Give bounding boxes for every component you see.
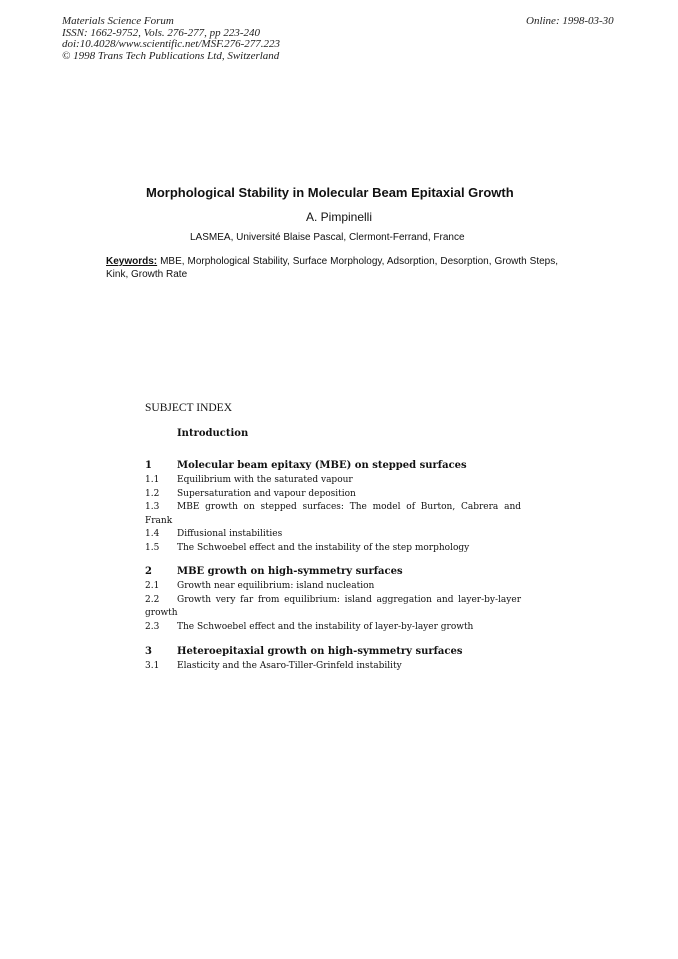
paper-author: A. Pimpinelli <box>305 210 373 224</box>
toc-section-heading <box>145 646 521 660</box>
toc-item <box>145 528 521 542</box>
toc-item <box>145 474 521 488</box>
copyright-line: © 1998 Trans Tech Publications Ltd, Switzerland <box>62 49 280 62</box>
item-title: Equilibrium with the saturated vapour <box>177 475 353 485</box>
item-number: 1.1 <box>145 475 160 485</box>
toc-section-heading <box>145 460 521 474</box>
item-title: MBE growth on stepped surfaces: The model of Burton, Cabrera and Frank <box>145 502 521 526</box>
doi-line[interactable]: doi:10.4028/www.scientific.net/MSF.276-277.223 <box>62 38 281 50</box>
toc-introduction: Introduction <box>177 428 249 439</box>
toc-section-1 <box>145 460 521 555</box>
toc-item <box>145 488 521 502</box>
toc-item <box>145 660 521 674</box>
toc-item <box>145 501 521 528</box>
journal-name: Materials Science Forum <box>62 15 174 27</box>
issn-line: ISSN: 1662-9752, Vols. 276-277, pp 223-240 <box>62 26 260 39</box>
paper-title: Morphological Stability in Molecular Beam Epitaxial Growth <box>146 185 514 200</box>
toc-item <box>145 621 521 635</box>
item-title: Elasticity and the Asaro-Tiller-Grinfeld instability <box>177 661 402 671</box>
online-date: Online: 1998-03-30 <box>526 15 614 27</box>
item-title: Growth very far from equilibrium: island aggregation and layer-by-layer growth <box>145 594 521 618</box>
item-number: 2.1 <box>145 581 160 591</box>
item-title: The Schwoebel effect and the instability of the step morphology <box>177 542 470 553</box>
toc-item <box>145 594 521 621</box>
citation-header <box>62 16 280 62</box>
toc-section-3 <box>145 646 521 674</box>
keywords-label: Keywords: <box>106 256 158 267</box>
subject-index-heading: SUBJECT INDEX <box>145 402 233 414</box>
section-title: Molecular beam epitaxy (MBE) on stepped surfaces <box>177 460 467 471</box>
item-number: 2.3 <box>145 621 160 632</box>
item-title: Diffusional instabilities <box>177 529 283 539</box>
item-number: 3.1 <box>145 661 160 671</box>
item-number: 2.2 <box>145 594 160 605</box>
item-number: 1.2 <box>145 488 160 499</box>
keywords-list: MBE, Morphological Stability, Surface Morphology, Adsorption, Desorption, Growth Steps, Kink, Growth Rate <box>106 256 559 280</box>
item-title: Growth near equilibrium: island nucleation <box>177 581 375 591</box>
section-number: 2 <box>145 566 152 577</box>
toc-section-2 <box>145 566 521 634</box>
toc-item <box>145 580 521 594</box>
toc-item <box>145 542 521 556</box>
item-number: 1.3 <box>145 502 160 512</box>
toc-section-heading <box>145 566 521 580</box>
section-title: Heteroepitaxial growth on high-symmetry surfaces <box>177 646 463 657</box>
item-title: The Schwoebel effect and the instability of layer-by-layer growth <box>177 621 474 632</box>
section-number: 1 <box>145 460 152 471</box>
item-title: Supersaturation and vapour deposition <box>177 488 356 499</box>
author-affiliation: LASMEA, Université Blaise Pascal, Clermont-Ferrand, France <box>190 232 465 243</box>
section-title: MBE growth on high-symmetry surfaces <box>177 566 403 577</box>
item-number: 1.5 <box>145 542 160 553</box>
section-number: 3 <box>145 646 152 657</box>
keywords-block <box>106 256 558 281</box>
item-number: 1.4 <box>145 529 160 539</box>
